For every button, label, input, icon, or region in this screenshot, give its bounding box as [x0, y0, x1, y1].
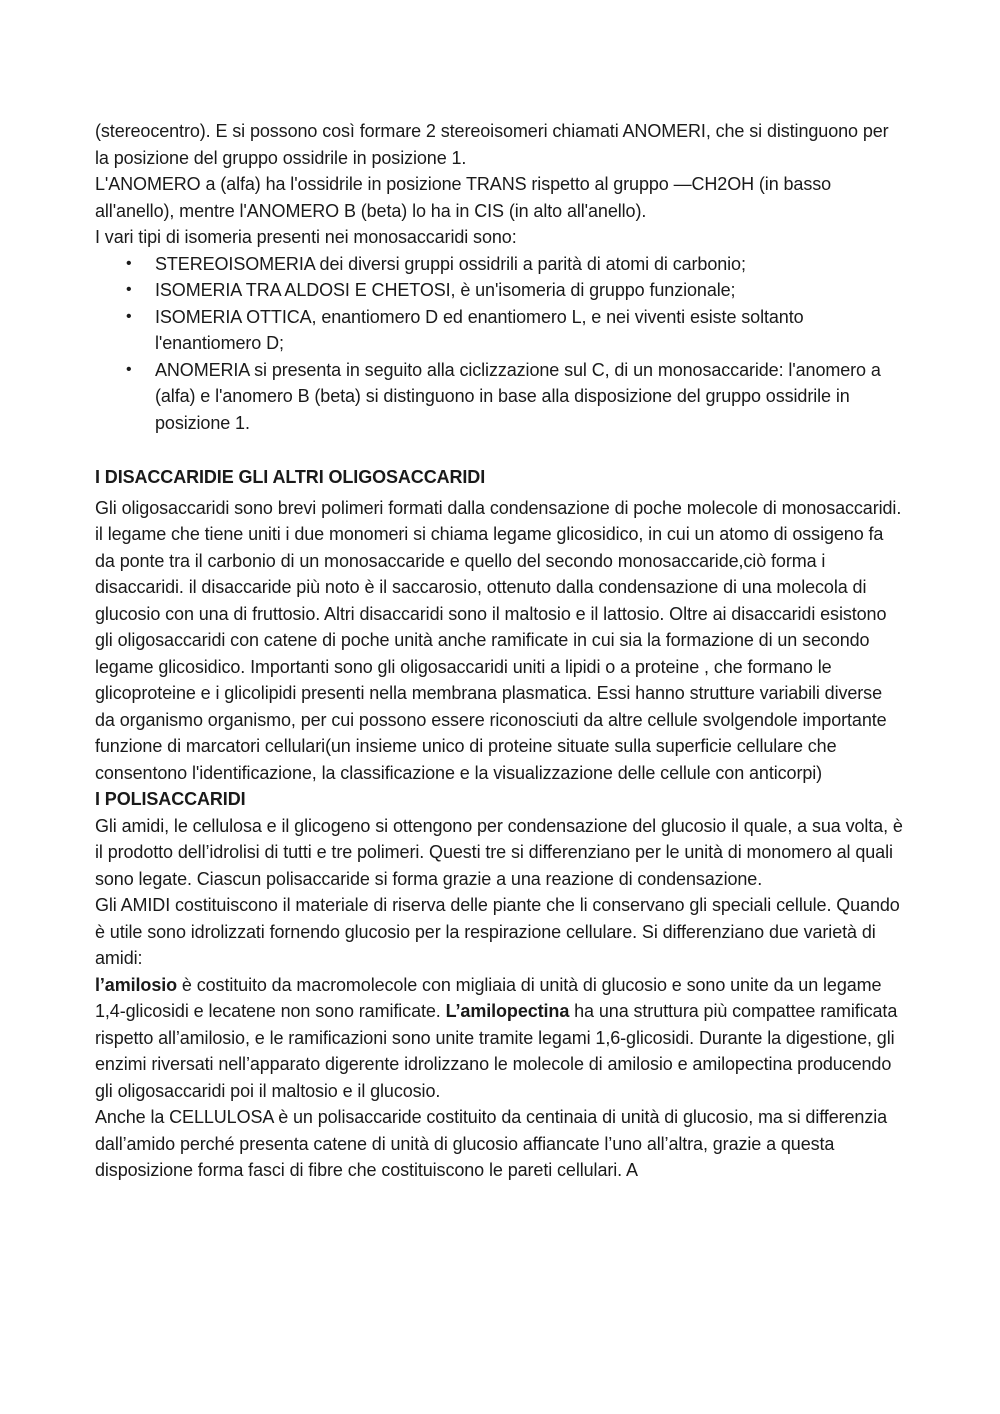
amilopectina-text: ha una struttura più compattee ramificata rispetto all’amilosio, e le ramificazioni sono unite tramite legami 1,6-glicosidi. Durante la digestione, gli enzimi riversati nell’apparato digerente idrolizzano le molecole di amilosio e amilopectina producendo gli oligosaccaridi poi il maltosio e il glucosio. — [95, 1001, 898, 1101]
polisaccaridi-paragraph-amidi: Gli AMIDI costituiscono il materiale di riserva delle piante che li conservano gli speciali cellule. Quando è utile sono idrolizzati fornendo glucosio per la respirazione cellulare. Si differenziano due varietà di amidi: — [95, 895, 900, 968]
bullet-item: • ISOMERIA OTTICA, enantiomero D ed enantiomero L, e nei viventi esiste soltanto l'enantiomero D; — [95, 304, 905, 357]
intro-paragraph-isomeria-list-lead: I vari tipi di isomeria presenti nei monosaccaridi sono: — [95, 227, 517, 247]
polisaccaridi-paragraph-cellulosa: Anche la CELLULOSA è un polisaccaride costituito da centinaia di unità di glucosio, ma si differenzia dall’amido perché presenta catene di unità di glucosio affiancate l’uno all’altra, grazie a questa disposizione forma fasci di fibre che costituiscono le pareti cellulari. A — [95, 1107, 888, 1180]
polisaccaridi-paragraph-amilosio — [95, 972, 905, 1105]
section-spacer — [95, 436, 905, 464]
amilopectina-term: L’amilopectina — [445, 1001, 570, 1021]
bullet-item: • ISOMERIA TRA ALDOSI E CHETOSI, è un'isomeria di gruppo funzionale; — [95, 277, 905, 304]
bullet-item: • STEREOISOMERIA dei diversi gruppi ossidrili a parità di atomi di carbonio; — [95, 251, 905, 278]
amilosio-term: l’amilosio — [95, 974, 178, 995]
isomeria-bullet-list — [95, 251, 905, 437]
page-content — [95, 118, 905, 1184]
polisaccaridi-paragraph-intro: Gli amidi, le cellulosa e il glicogeno si ottengono per condensazione del glucosio il quale, a sua volta, è il prodotto dell’idrolisi di tutti e tre polimeri. Questi tre si differenziano per le unità di monomero al quali sono legate. Ciascun polisaccaride si forma grazie a una reazione di condensazione. — [95, 815, 903, 889]
intro-paragraph-anomeri: (stereocentro). E si possono così formare 2 stereoisomeri chiamati ANOMERI, che si distinguono per la posizione del gruppo ossidrile in posizione 1. — [95, 121, 889, 168]
amilosio-text: è costituito da macromolecole con migliaia di unità di glucosio e sono unite da un legame 1,4-glicosidi e lecatene non sono ramificate. — [95, 974, 882, 1021]
section-heading-disaccaridi: I DISACCARIDIE GLI ALTRI OLIGOSACCARIDI — [95, 467, 486, 487]
disaccaridi-paragraph: Gli oligosaccaridi sono brevi polimeri formati dalla condensazione di poche molecole di monosaccaridi. il legame che tiene uniti i due monomeri si chiama legame glicosidico, in cui un atomo di ossigeno fa da ponte tra il carbonio di un monosaccaride e quello del secondo monosaccaride,ciò forma i disaccaridi. il disaccaride più noto è il saccarosio, ottenuto dalla condensazione di una molecola di glucosio con una di fruttosio. Altri disaccaridi sono il maltosio e il lattosio. Oltre ai disaccaridi esistono gli oligosaccaridi con catene di poche unità anche ramificate in cui sia la formazione di un secondo legame glicosidico. Importanti sono gli oligosaccaridi uniti a lipidi o a proteine , che formano le glicoproteine e i glicolipidi presenti nella membrana plasmatica. Essi hanno strutture variabili diverse da organismo organismo, per cui possono essere riconosciuti da altre cellule svolgendole importante funzione di marcatori cellulari(un insieme unico di proteine situate sulla superficie cellulare che consentono l'identificazione, la classificazione e la visualizzazione delle cellule con anticorpi) — [95, 497, 902, 783]
bullet-item: • ANOMERIA si presenta in seguito alla ciclizzazione sul C, di un monosaccaride: l'anomero a (alfa) e l'anomero B (beta) si distinguono in base alla disposizione del gruppo ossidrile in posizione 1. — [95, 357, 905, 437]
section-heading-polisaccaridi: I POLISACCARIDI — [95, 789, 246, 809]
intro-paragraph-anomero-alfa-beta: L'ANOMERO a (alfa) ha l'ossidrile in posizione TRANS rispetto al gruppo —CH2OH (in basso all'anello), mentre l'ANOMERO B (beta) lo ha in CIS (in alto all'anello). — [95, 174, 832, 221]
